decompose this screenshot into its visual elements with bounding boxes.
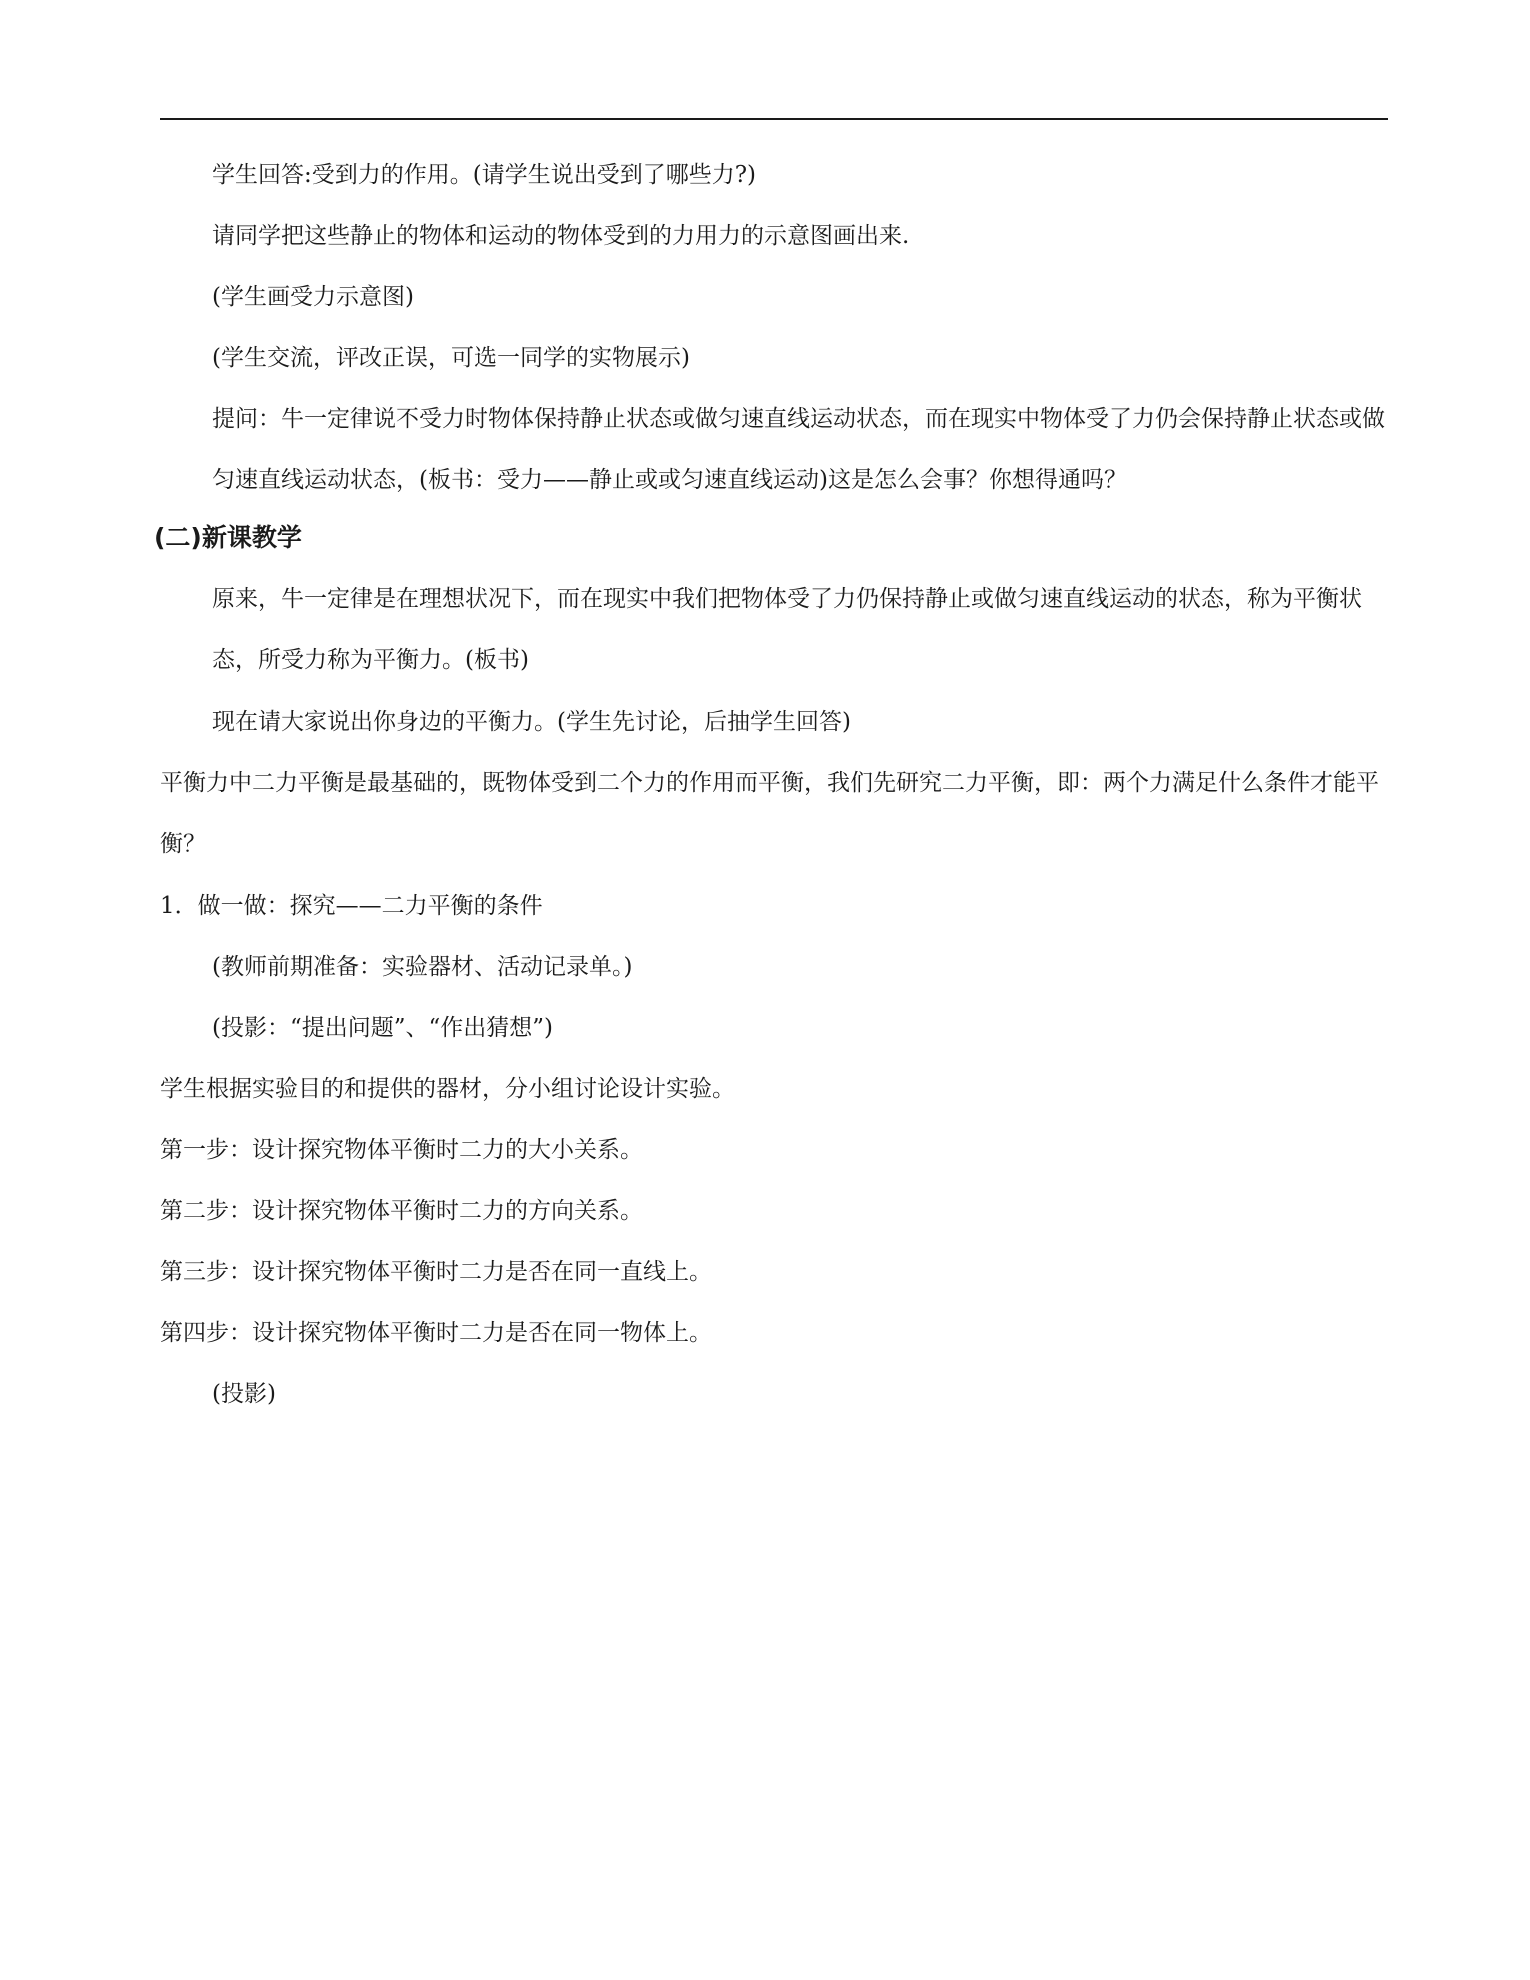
paragraph-draw-force-diagram: 请同学把这些静止的物体和运动的物体受到的力用力的示意图画出来.	[212, 223, 910, 249]
document-body	[154, 160, 1388, 1440]
header-rule	[160, 118, 1388, 120]
paragraph-students-exchange: (学生交流，评改正误，可选一同学的实物展示)	[212, 345, 690, 371]
paragraph-group-design: 学生根据实验目的和提供的器材，分小组讨论设计实验。	[160, 1076, 735, 1102]
paragraph-question-newton: 提问：牛一定律说不受力时物体保持静止状态或做匀速直线运动状态，而在现实中物体受了力仍会保持静止状态或做匀速直线运动状态，(板书：受力——静止或或匀速直线运动)这是怎么会事？你想得通吗？	[212, 406, 1385, 493]
paragraph-students-draw: (学生画受力示意图)	[212, 284, 414, 310]
paragraph-step-one: 第一步：设计探究物体平衡时二力的大小关系。	[160, 1137, 643, 1163]
paragraph-two-force-equilibrium: 平衡力中二力平衡是最基础的，既物体受到二个力的作用而平衡，我们先研究二力平衡，即：两个力满足什么条件才能平衡？	[160, 770, 1379, 857]
paragraph-step-three: 第三步：设计探究物体平衡时二力是否在同一直线上。	[160, 1259, 712, 1285]
paragraph-step-four: 第四步：设计探究物体平衡时二力是否在同一物体上。	[160, 1320, 712, 1346]
paragraph-student-answer: 学生回答:受到力的作用。(请学生说出受到了哪些力?)	[212, 162, 757, 188]
paragraph-teacher-preparation: (教师前期准备：实验器材、活动记录单。)	[212, 954, 633, 980]
paragraph-equilibrium-definition: 原来，牛一定律是在理想状况下，而在现实中我们把物体受了力仍保持静止或做匀速直线运动的状态，称为平衡状态，所受力称为平衡力。(板书)	[212, 586, 1362, 673]
paragraph-step-two: 第二步：设计探究物体平衡时二力的方向关系。	[160, 1198, 643, 1224]
paragraph-projection: (投影)	[212, 1381, 276, 1407]
paragraph-activity-title: 1．做一做：探究——二力平衡的条件	[160, 893, 543, 919]
section-heading-new-lesson: (二)新课教学	[154, 523, 302, 552]
paragraph-projection-questions: (投影：“提出问题”、“作出猜想”)	[212, 1015, 553, 1041]
paragraph-balanced-forces-around: 现在请大家说出你身边的平衡力。(学生先讨论，后抽学生回答)	[212, 709, 851, 735]
